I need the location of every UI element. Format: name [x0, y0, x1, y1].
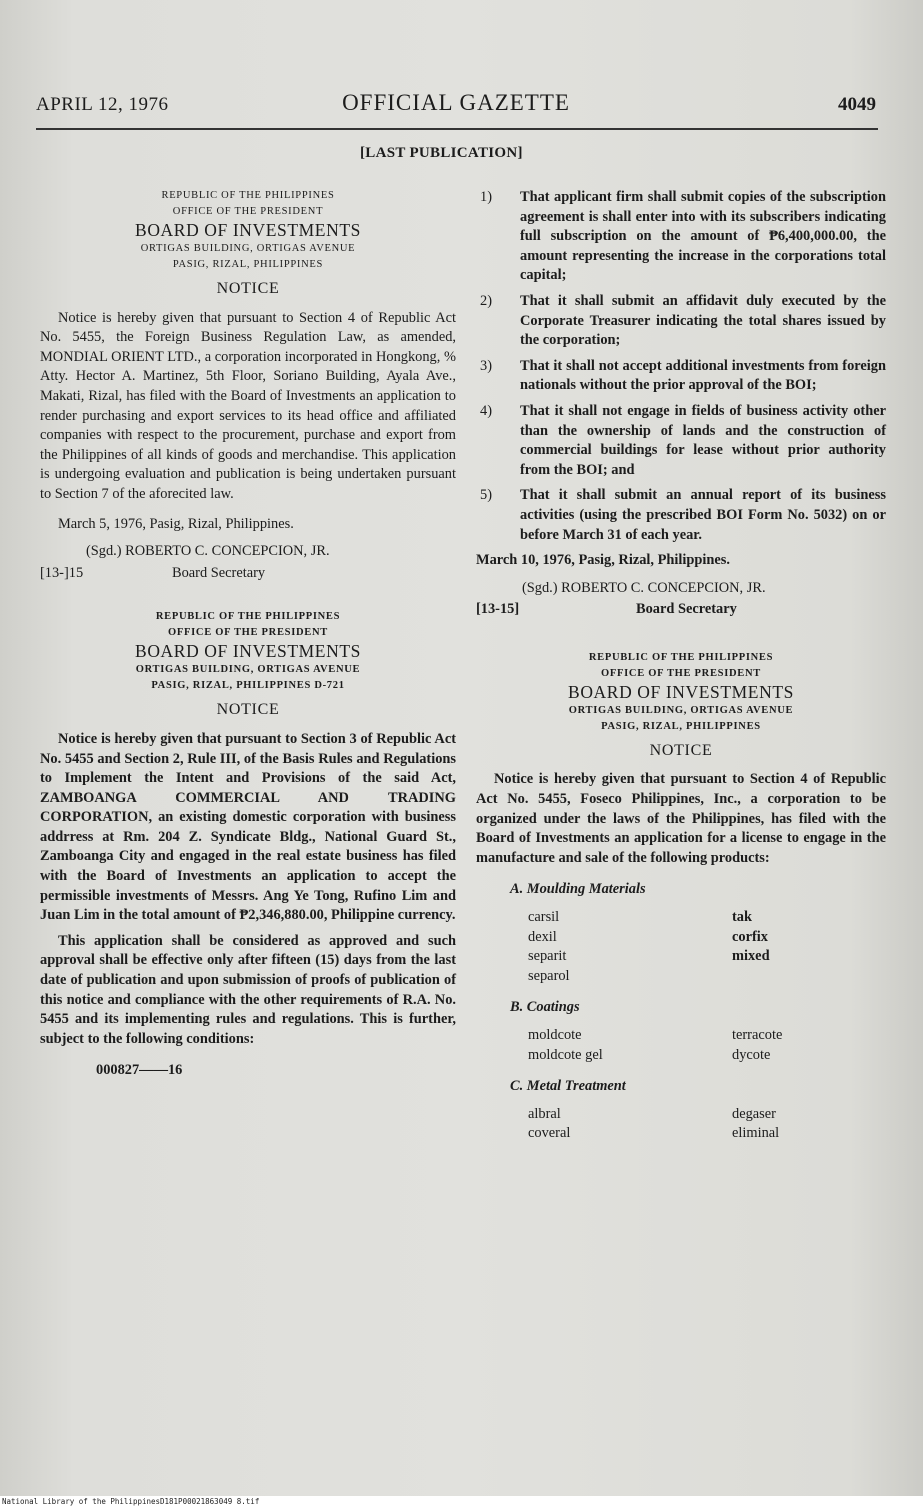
product-item: separol [528, 967, 570, 984]
notice-2-body-2: This application shall be considered as approved and such approval shall be effective only after fifteen (15) days from the last date of publication and upon submission of proofs of publication of this notice and compliance with the other requirements of R.A. No. 5455 and its implementing rules and regulations. This is further, subject to the following conditions: [40, 932, 456, 1047]
board-line: BOARD OF INVESTMENTS [568, 681, 794, 702]
scan-footer [0, 1496, 923, 1508]
notice-2-dateline: March 10, 1976, Pasig, Rizal, Philippines. [476, 552, 730, 569]
product-item: degaser [732, 1105, 776, 1122]
address-line-1: ORTIGAS BUILDING, ORTIGAS AVENUE [140, 243, 356, 254]
product-list [528, 908, 886, 986]
page-number: 4049 [838, 94, 876, 115]
notice-heading: NOTICE [649, 741, 713, 759]
product-item: moldcote [528, 1027, 582, 1043]
library-credit: National Library of the Philippines [2, 1497, 161, 1506]
condition-item [476, 402, 886, 480]
board-line: BOARD OF INVESTMENTS [135, 641, 361, 662]
address-line-1: ORTIGAS BUILDING, ORTIGAS AVENUE [568, 704, 794, 716]
notice-2-code: 000827——16 [96, 1062, 183, 1079]
product-item: dexil [528, 928, 557, 945]
notice-1-signatory-title: Board Secretary [172, 564, 266, 581]
republic-line: REPUBLIC OF THE PHILIPPINES [161, 190, 335, 201]
notice-2-signatory-title: Board Secretary [636, 601, 737, 618]
republic-line: REPUBLIC OF THE PHILIPPINES [155, 611, 341, 623]
address-line-2: PASIG, RIZAL, PHILIPPINES D-721 [151, 680, 345, 692]
condition-item [476, 292, 886, 351]
scan-filename: D181P00021863049 8.tif [160, 1497, 260, 1506]
last-publication-label: [LAST PUBLICATION] [360, 145, 523, 161]
product-item: coveral [528, 1125, 571, 1142]
product-section-heading: A. Moulding Materials [510, 881, 646, 898]
notice-3-letterhead [476, 650, 886, 761]
condition-number: 2) [480, 292, 492, 309]
address-line-2: PASIG, RIZAL, PHILIPPINES [172, 259, 324, 270]
product-list [528, 1026, 886, 1065]
product-item: carsil [528, 909, 560, 926]
product-item: separit [528, 948, 567, 965]
condition-text: That it shall not accept additional investments from foreign nationals without the prior approval of the BOI; [520, 357, 886, 394]
right-column [476, 188, 886, 1144]
product-section-heading: C. Metal Treatment [510, 1078, 626, 1095]
product-item: terracote [732, 1027, 783, 1043]
product-item: moldcote gel [528, 1046, 603, 1063]
product-section-heading: B. Coatings [510, 999, 580, 1016]
notice-1-ref: [13-]15 [40, 564, 84, 581]
product-item: mixed [732, 948, 770, 965]
condition-number: 5) [480, 487, 492, 504]
product-item: eliminal [732, 1125, 780, 1142]
condition-item [476, 188, 886, 286]
condition-text: That applicant firm shall submit copies of the subscription agreement is shall enter into with its subscribers indicating full subscription on the amount of ₱6,400,000.00, the amount representing the increase in the corporations total capital; [520, 189, 886, 284]
notice-heading: NOTICE [216, 701, 280, 719]
office-line: OFFICE OF THE PRESIDENT [601, 667, 761, 679]
notice-2-ref: [13-15] [476, 601, 520, 618]
product-list [528, 1105, 886, 1144]
office-line: OFFICE OF THE PRESIDENT [172, 206, 324, 217]
left-column [40, 188, 456, 1081]
republic-line: REPUBLIC OF THE PHILIPPINES [588, 651, 774, 663]
condition-text: That it shall submit an affidavit duly executed by the Corporate Treasurer indicating the total shares issued by the corporation; [520, 292, 886, 349]
notice-2-letterhead [40, 609, 456, 720]
condition-text: That it shall not engage in fields of business activity other than the ownership of lands and the construction of commercial buildings for lease without prior authority from the BOI; and [520, 402, 886, 478]
product-item: albral [528, 1105, 561, 1122]
board-line: BOARD OF INVESTMENTS [135, 220, 361, 240]
page-header [36, 86, 876, 126]
notice-3-body: Notice is hereby given that pursuant to Section 4 of Republic Act No. 5455, Foseco Philippines, Inc., a corporation to be organized under the laws of the Philippines, has filed with the Board of Investments an application for a license to engage in the manufacture and sale of the following products: [476, 771, 886, 866]
notice-2-ref-row [476, 600, 886, 620]
product-item: corfix [732, 928, 768, 945]
notice-1-body: Notice is hereby given that pursuant to Section 4 of Republic Act No. 5455, the Foreign Business Regulation Law, as amended, MONDIAL ORIENT LTD., a corporation incorporated in Hongkong, % Atty. Hector A. Martinez, 5th Floor, Soriano Building, Ayala Ave., Makati, Rizal, has filed with the Board of Investments an application to render purchasing and export services to its head office and affiliated companies with respect to the procurement, purchase and export from the Philippines of all kinds of goods and merchandise. This application is undergoing evaluation and publication is being undertaken pursuant to Section 7 of the aforecited law. [40, 309, 456, 502]
header-rule [36, 128, 878, 130]
condition-number: 1) [480, 189, 492, 205]
notice-1-dateline: March 5, 1976, Pasig, Rizal, Philippines. [58, 515, 294, 532]
product-item: dycote [732, 1046, 771, 1063]
notice-2-body: Notice is hereby given that pursuant to Section 3 of Republic Act No. 5455 and Section 2, Rule III, of the Basis Rules and Regulations to Implement the Intent and Provisions of the said Act, ZAMBOANGA COMMERCIAL AND TRADING CORPORATION, an existing domestic corporation with business addrress at Rm. 204 Z. Syndicate Bldg., National Guard St., Zamboanga City and engaged in the real estate business has filed with the Board of Investments an application to accept the permissible investments of Messrs. Ang Ye Tong, Rufino Lim and Juan Lim in the total amount of ₱2,346,880.00, Philippine currency. [40, 730, 456, 924]
publication-title: OFFICIAL GAZETTE [342, 90, 570, 115]
notice-1-letterhead [40, 188, 456, 299]
issue-date: APRIL 12, 1976 [36, 94, 169, 115]
product-item: tak [732, 909, 752, 926]
condition-number: 4) [480, 402, 492, 419]
office-line: OFFICE OF THE PRESIDENT [168, 627, 328, 639]
condition-item [476, 357, 886, 396]
condition-item [476, 486, 886, 545]
address-line-2: PASIG, RIZAL, PHILIPPINES [601, 720, 761, 732]
notice-1-ref-row [40, 564, 456, 584]
notice-1-signature: (Sgd.) ROBERTO C. CONCEPCION, JR. [86, 543, 330, 560]
notice-heading: NOTICE [216, 280, 280, 297]
notice-2-signature: (Sgd.) ROBERTO C. CONCEPCION, JR. [522, 579, 766, 596]
condition-number: 3) [480, 357, 492, 374]
condition-text: That it shall submit an annual report of its business activities (using the prescribed BOI Form No. 5032) on or before March 31 of each year. [520, 487, 886, 543]
address-line-1: ORTIGAS BUILDING, ORTIGAS AVENUE [135, 664, 361, 676]
